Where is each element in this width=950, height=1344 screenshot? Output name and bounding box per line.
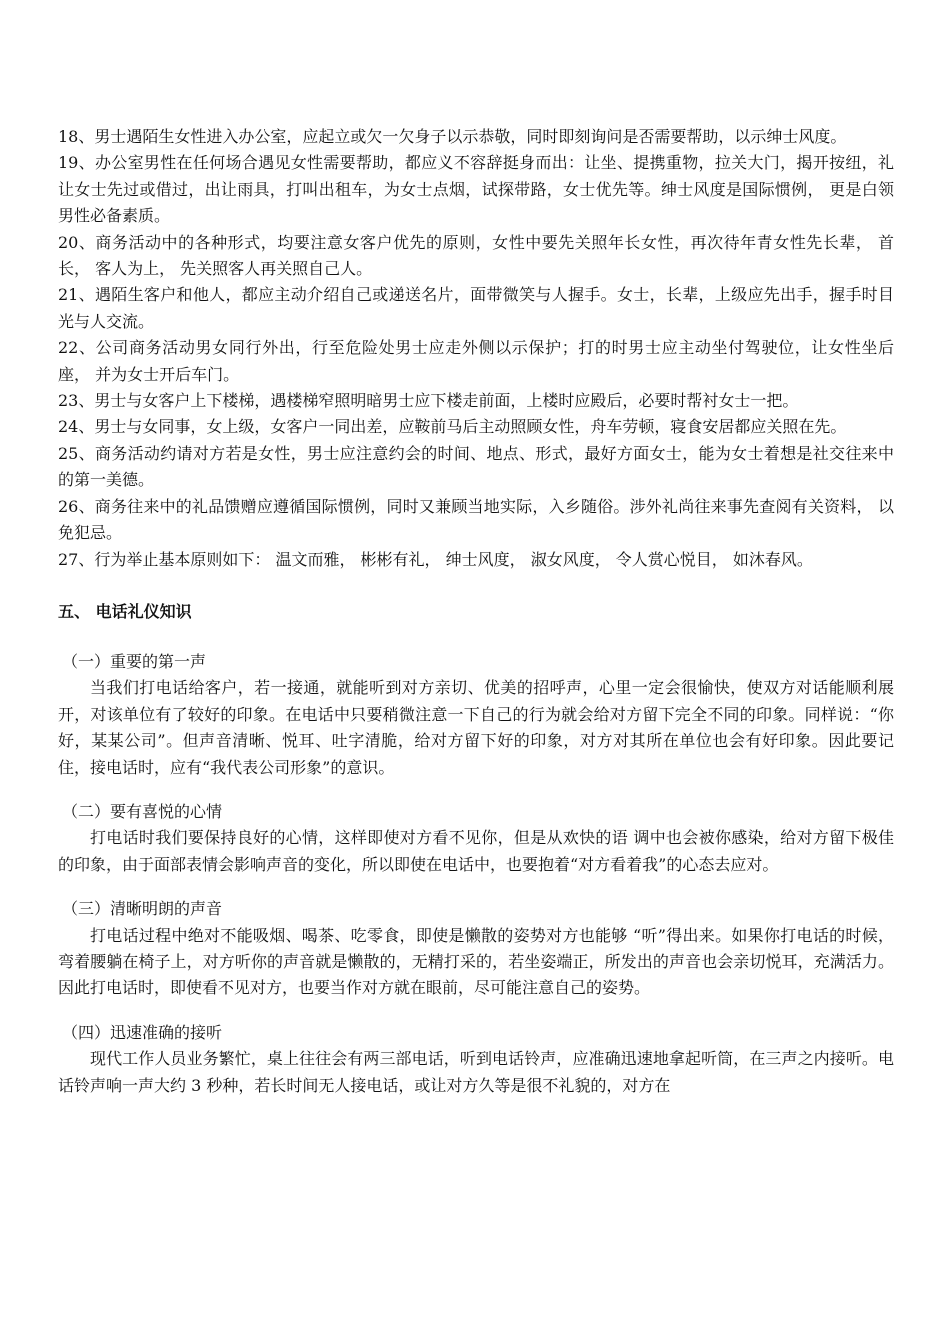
rule-item-21: 21、遇陌生客户和他人，都应主动介绍自己或递送名片，面带微笑与人握手。女士，长辈，上级应先出手，握手时目光与人交流。 xyxy=(58,285,894,331)
subsection-body: 现代工作人员业务繁忙，桌上往往会有两三部电话，听到电话铃声，应准确迅速地拿起听筒，在三声之内接听。电话铃声响一声大约 3 秒种，若长时间无人接电话，或让对方久等是很不礼貌的，对方在 xyxy=(58,1049,894,1095)
rules-list xyxy=(58,124,894,573)
subsection-heading: （二）要有喜悦的心情 xyxy=(62,801,223,821)
subsection-heading: （三）清晰明朗的声音 xyxy=(62,899,223,919)
subsection-good-mood xyxy=(58,799,894,878)
rule-item-19: 19、办公室男性在任何场合遇见女性需要帮助，都应义不容辞挺身而出：让坐、提携重物，拉关大门，揭开按纽，礼让女士先过或借过，出让雨具，打叫出租车，为女士点烟，试探带路，女士优先等。绅士风度是国际惯例， 更是白领男性必备素质。 xyxy=(58,153,894,226)
rule-item-25: 25、商务活动约请对方若是女性，男士应注意约会的时间、地点、形式，最好方面女士，能为女士着想是社交往来中的第一美德。 xyxy=(58,443,894,490)
subsection-body: 打电话时我们要保持良好的心情，这样即使对方看不见你，但是从欢快的语 调中也会被你感染，给对方留下极佳的印象，由于面部表情会影响声音的变化，所以即使在电话中，也要抱着“对方看着我”的心态去应对。 xyxy=(58,828,894,874)
rule-item-20: 20、商务活动中的各种形式，均要注意女客户优先的原则，女性中要先关照年长女性，再次待年青女性先长辈， 首长， 客人为上， 先关照客人再关照自己人。 xyxy=(58,232,894,279)
subsection-heading: （一）重要的第一声 xyxy=(62,651,207,671)
section-title: 五、 电话礼仪知识 xyxy=(58,601,192,621)
rule-item-26: 26、商务往来中的礼品馈赠应遵循国际惯例，同时又兼顾当地实际，入乡随俗。涉外礼尚往来事先查阅有关资料， 以免犯忌。 xyxy=(58,496,894,543)
rule-item-27: 27、行为举止基本原则如下： 温文而雅， 彬彬有礼， 绅士风度， 淑女风度， 令人赏心悦目， 如沐春风。 xyxy=(58,549,813,569)
subsections xyxy=(58,649,894,1099)
rule-item-22: 22、公司商务活动男女同行外出，行至危险处男士应走外侧以示保护；打的时男士应主动坐付驾驶位，让女性坐后座， 并为女士开后车门。 xyxy=(58,338,894,384)
subsection-body: 打电话过程中绝对不能吸烟、喝茶、吃零食，即使是懒散的姿势对方也能够 “听”得出来。如果你打电话的时候，弯着腰躺在椅子上，对方听你的声音就是懒散的，无精打采的，若坐姿端正，所发出的声音也会亲切悦耳，充满活力。因此打电话时，即使看不见对方，也要当作对方就在眼前，尽可能注意自己的姿势。 xyxy=(58,925,894,998)
rule-item-18: 18、男士遇陌生女性进入办公室，应起立或欠一欠身子以示恭敬，同时即刻询问是否需要帮助，以示绅士风度。 xyxy=(58,127,847,146)
subsection-first-greeting xyxy=(58,649,894,781)
subsection-body: 当我们打电话给客户，若一接通，就能听到对方亲切、优美的招呼声，心里一定会很愉快，使双方对话能顺利展开，对该单位有了较好的印象。在电话中只要稍微注意一下自己的行为就会给对方留下完全不同的印象。同样说：“你好，某某公司”。但声音清晰、悦耳、吐字清脆，给对方留下好的印象，对方对其所在单位也会有好印象。因此要记住，接电话时，应有“我代表公司形象”的意识。 xyxy=(58,678,894,777)
subsection-clear-voice xyxy=(58,896,894,1002)
rule-item-23: 23、男士与女客户上下楼梯，遇楼梯窄照明暗男士应下楼走前面，上楼时应殿后，必要时帮衬女士一把。 xyxy=(58,391,799,411)
document-page xyxy=(58,124,894,1099)
rule-item-24: 24、男士与女同事，女上级，女客户一同出差，应鞍前马后主动照顾女性，舟车劳顿，寝食安居都应关照在先。 xyxy=(58,417,847,437)
subsection-heading: （四）迅速准确的接听 xyxy=(62,1022,223,1042)
subsection-quick-answer xyxy=(58,1020,894,1099)
